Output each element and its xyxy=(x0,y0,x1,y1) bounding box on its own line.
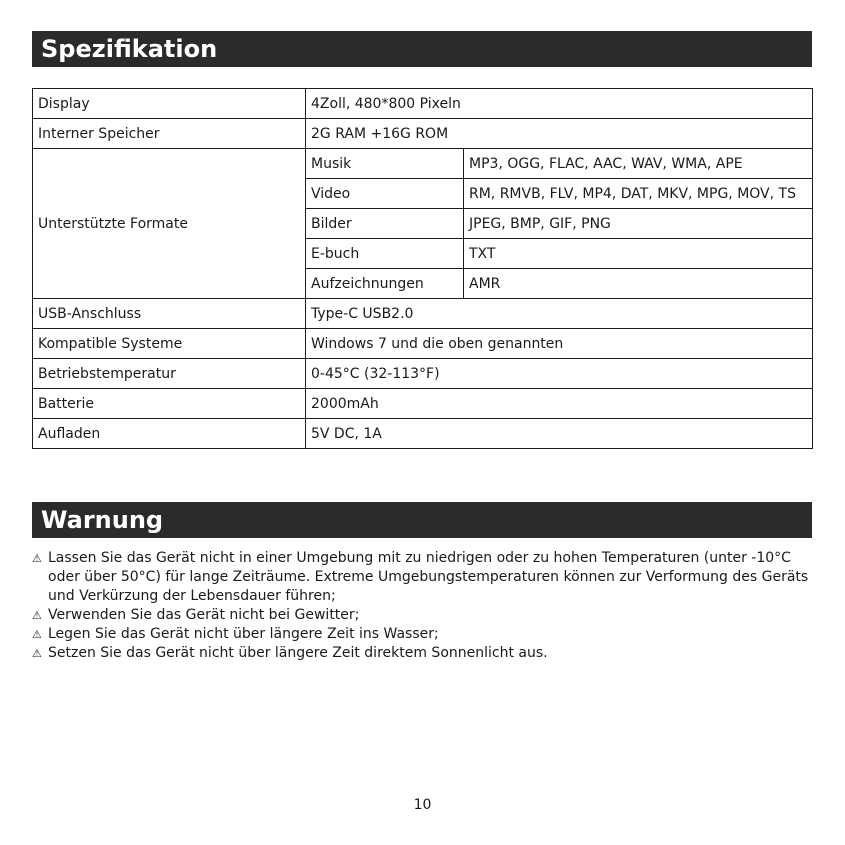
spec-table xyxy=(32,88,813,449)
format-type: Musik xyxy=(306,149,464,179)
format-value: RM, RMVB, FLV, MP4, DAT, MKV, MPG, MOV, TS xyxy=(464,179,813,209)
spec-value: 0-45°C (32-113°F) xyxy=(306,359,813,389)
spec-label: Kompatible Systeme xyxy=(33,329,306,359)
warning-item xyxy=(32,606,822,625)
spec-label: USB-Anschluss xyxy=(33,299,306,329)
warning-triangle-icon: ⚠ xyxy=(32,609,42,622)
table-row-charging xyxy=(33,419,813,449)
warning-item xyxy=(32,644,822,663)
spec-label: Batterie xyxy=(33,389,306,419)
spec-value: 5V DC, 1A xyxy=(306,419,813,449)
format-type: Bilder xyxy=(306,209,464,239)
warning-text: Lassen Sie das Gerät nicht in einer Umgebung mit zu niedrigen oder zu hohen Temperaturen (unter -10°C oder über 50°C) für lange Zeiträume. Extreme Umgebungstemperaturen können zur Verformung des Geräts und Verkürzung der Lebensdauer führen; xyxy=(48,550,809,604)
warning-triangle-icon: ⚠ xyxy=(32,647,42,660)
spec-value: 2G RAM +16G ROM xyxy=(306,119,813,149)
warning-text: Legen Sie das Gerät nicht über längere Zeit ins Wasser; xyxy=(48,626,439,642)
spec-label: Unterstützte Formate xyxy=(33,149,306,299)
spec-value: Windows 7 und die oben genannten xyxy=(306,329,813,359)
warning-item xyxy=(32,549,822,606)
page-number: 10 xyxy=(413,797,432,813)
warning-section-title: Warnung xyxy=(32,502,812,538)
table-row-temperature xyxy=(33,359,813,389)
format-type: Video xyxy=(306,179,464,209)
spec-label: Aufladen xyxy=(33,419,306,449)
warning-triangle-icon: ⚠ xyxy=(32,628,42,641)
table-row-battery xyxy=(33,389,813,419)
format-type: Aufzeichnungen xyxy=(306,269,464,299)
format-value: JPEG, BMP, GIF, PNG xyxy=(464,209,813,239)
table-row-formats xyxy=(33,149,813,179)
spec-value: Type-C USB2.0 xyxy=(306,299,813,329)
spec-label: Display xyxy=(33,89,306,119)
spec-value: 2000mAh xyxy=(306,389,813,419)
warning-item xyxy=(32,625,822,644)
format-value: AMR xyxy=(464,269,813,299)
warning-list xyxy=(32,549,822,663)
format-value: TXT xyxy=(464,239,813,269)
table-row-usb xyxy=(33,299,813,329)
warning-text: Setzen Sie das Gerät nicht über längere Zeit direktem Sonnenlicht aus. xyxy=(48,645,548,661)
spec-label: Interner Speicher xyxy=(33,119,306,149)
format-value: MP3, OGG, FLAC, AAC, WAV, WMA, APE xyxy=(464,149,813,179)
spec-section-title: Spezifikation xyxy=(32,31,812,67)
spec-value: 4Zoll, 480*800 Pixeln xyxy=(306,89,813,119)
table-row-systems xyxy=(33,329,813,359)
table-row-memory xyxy=(33,119,813,149)
warning-text: Verwenden Sie das Gerät nicht bei Gewitter; xyxy=(48,607,360,623)
format-type: E-buch xyxy=(306,239,464,269)
table-row-display xyxy=(33,89,813,119)
spec-label: Betriebstemperatur xyxy=(33,359,306,389)
warning-triangle-icon: ⚠ xyxy=(32,552,42,565)
